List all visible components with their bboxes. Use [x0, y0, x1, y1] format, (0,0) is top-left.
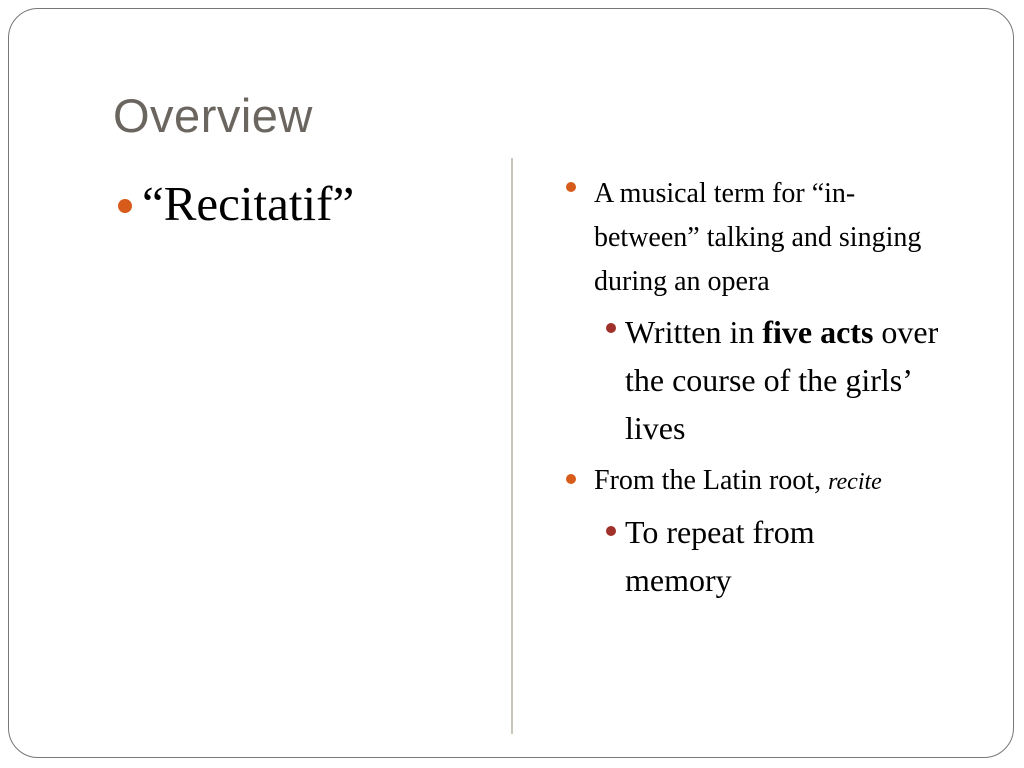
bullet-dot-icon	[118, 199, 132, 213]
bullet-dot-icon	[566, 474, 576, 484]
right-bullet-1-sub	[625, 308, 955, 452]
right-bullet-2	[594, 461, 954, 502]
sub-text-suffix: over the course of the girls’ lives	[625, 314, 939, 446]
right-bullet-2-sub: To repeat from memory	[625, 514, 815, 598]
bullet-dot-icon	[606, 323, 616, 333]
bullet-2-italic: recite	[828, 469, 882, 495]
bullet-dot-icon	[566, 182, 576, 192]
bullet-2-prefix: From the Latin root,	[594, 465, 829, 496]
bullet-dot-icon	[606, 526, 616, 536]
column-divider	[511, 158, 513, 734]
left-main-bullet: “Recitatif”	[142, 176, 355, 231]
sub-text-prefix: Written in	[625, 314, 763, 350]
slide-title: Overview	[113, 89, 313, 142]
sub-text-bold: five acts	[762, 314, 874, 350]
right-bullet-1: A musical term for “in-between” talking and singing during an opera	[594, 178, 922, 297]
